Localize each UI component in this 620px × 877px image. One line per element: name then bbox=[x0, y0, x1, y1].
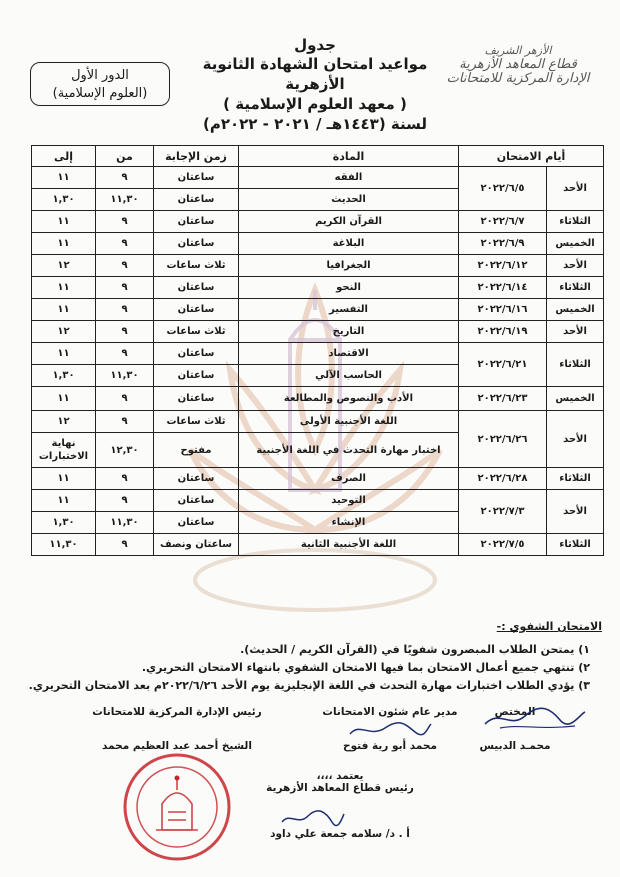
to-cell: ١١,٣٠ bbox=[32, 534, 96, 556]
table-row bbox=[32, 255, 604, 277]
date-cell: ٢٠٢٢/٧/٥ bbox=[459, 534, 547, 556]
from-cell: ٩ bbox=[96, 468, 154, 490]
to-cell: ١١ bbox=[32, 211, 96, 233]
table-row bbox=[32, 211, 604, 233]
subject-cell: اللغة الأجنبية الأولى bbox=[239, 411, 459, 433]
institution-logo bbox=[438, 44, 598, 86]
duration-cell: ساعتان bbox=[154, 512, 239, 534]
subject-cell: الإنشاء bbox=[239, 512, 459, 534]
to-cell: ١١ bbox=[32, 233, 96, 255]
day-cell: الأحد bbox=[547, 321, 604, 343]
from-cell: ٩ bbox=[96, 233, 154, 255]
day-cell: الثلاثاء bbox=[547, 211, 604, 233]
from-cell: ٩ bbox=[96, 167, 154, 189]
document-title bbox=[190, 36, 440, 134]
to-cell: ١,٣٠ bbox=[32, 189, 96, 211]
to-cell: ١٢ bbox=[32, 255, 96, 277]
subject-cell: اختبار مهارة التحدث في اللغة الأجنبية bbox=[239, 433, 459, 468]
handwritten-signature-icon bbox=[480, 704, 590, 734]
table-row bbox=[32, 277, 604, 299]
day-cell: الثلاثاء bbox=[547, 277, 604, 299]
date-cell: ٢٠٢٢/٦/٢٣ bbox=[459, 387, 547, 411]
duration-cell: ساعتان bbox=[154, 299, 239, 321]
date-cell: ٢٠٢٢/٦/٢٨ bbox=[459, 468, 547, 490]
date-cell: ٢٠٢٢/٦/٢١ bbox=[459, 343, 547, 387]
subject-cell: النحو bbox=[239, 277, 459, 299]
to-cell: ١١ bbox=[32, 490, 96, 512]
title-line-2: ( معهد العلوم الإسلامية ) bbox=[223, 95, 407, 113]
to-line: نهاية bbox=[51, 438, 76, 449]
date-cell: ٢٠٢٢/٦/١٩ bbox=[459, 321, 547, 343]
date-cell: ٢٠٢٢/٦/٩ bbox=[459, 233, 547, 255]
duration-cell: ساعتان bbox=[154, 211, 239, 233]
from-cell: ٩ bbox=[96, 490, 154, 512]
date-cell: ٢٠٢٢/٦/١٤ bbox=[459, 277, 547, 299]
subject-cell: القرآن الكريم bbox=[239, 211, 459, 233]
date-cell: ٢٠٢٢/٦/٧ bbox=[459, 211, 547, 233]
header-to: إلى bbox=[32, 146, 96, 167]
from-cell: ٩ bbox=[96, 534, 154, 556]
from-cell: ١١,٣٠ bbox=[96, 365, 154, 387]
table-row bbox=[32, 321, 604, 343]
exam-round-box bbox=[30, 62, 170, 106]
oral-note: ٢) تنتهي جميع أعمال الامتحان بما فيها الامتحان الشفوي بانتهاء الامتحان التحريري. bbox=[141, 661, 590, 674]
table-row bbox=[32, 534, 604, 556]
day-cell: الأحد bbox=[547, 411, 604, 468]
subject-cell: الأدب والنصوص والمطالعة bbox=[239, 387, 459, 411]
signatory-name: محمـد الدبيس bbox=[479, 740, 551, 752]
table-row bbox=[32, 468, 604, 490]
date-cell: ٢٠٢٢/٦/١٦ bbox=[459, 299, 547, 321]
subject-cell: الجغرافيا bbox=[239, 255, 459, 277]
table-header-row bbox=[32, 146, 604, 167]
signatory-title: رئيس الإدارة المركزية للامتحانات bbox=[92, 706, 262, 718]
duration-cell: ساعتان bbox=[154, 189, 239, 211]
table-row bbox=[32, 411, 604, 433]
day-cell: الثلاثاء bbox=[547, 343, 604, 387]
logo-line: الأزهر الشريف bbox=[484, 44, 552, 57]
to-cell: ١١ bbox=[32, 387, 96, 411]
duration-cell: ساعتان ونصف bbox=[154, 534, 239, 556]
subject-cell: التفسير bbox=[239, 299, 459, 321]
duration-cell: ساعتان bbox=[154, 387, 239, 411]
from-cell: ١١,٣٠ bbox=[96, 512, 154, 534]
table-row bbox=[32, 490, 604, 512]
from-cell: ٩ bbox=[96, 411, 154, 433]
division-label: (العلوم الإسلامية) bbox=[52, 86, 148, 101]
signatory-title: مدير عام شئون الامتحانات bbox=[322, 706, 458, 718]
signatory-title: المختص bbox=[494, 706, 536, 718]
date-cell: ٢٠٢٢/٦/١٢ bbox=[459, 255, 547, 277]
from-cell: ١٢,٣٠ bbox=[96, 433, 154, 468]
duration-cell: ساعتان bbox=[154, 277, 239, 299]
subject-cell: الحديث bbox=[239, 189, 459, 211]
subject-cell: الفقه bbox=[239, 167, 459, 189]
logo-line: الإدارة المركزية للامتحانات bbox=[446, 71, 590, 86]
subject-cell: البلاغة bbox=[239, 233, 459, 255]
duration-cell: ثلاث ساعات bbox=[154, 411, 239, 433]
header-duration: زمن الإجابة bbox=[154, 146, 239, 167]
day-cell: الثلاثاء bbox=[547, 468, 604, 490]
table-row bbox=[32, 299, 604, 321]
from-cell: ٩ bbox=[96, 387, 154, 411]
day-cell: الأحد bbox=[547, 490, 604, 534]
to-cell: ١١ bbox=[32, 167, 96, 189]
oral-note: ١) يمتحن الطلاب المبصرون شفويًا في (القرآن الكريم / الحديث). bbox=[240, 643, 590, 656]
official-stamp-icon bbox=[122, 752, 232, 862]
signatory-name: أ . د/ سلامه جمعة علي داود bbox=[270, 828, 410, 840]
round-label: الدور الأول bbox=[71, 68, 129, 83]
day-cell: الخميس bbox=[547, 233, 604, 255]
to-cell bbox=[32, 433, 96, 468]
date-cell: ٢٠٢٢/٧/٣ bbox=[459, 490, 547, 534]
day-cell: الخميس bbox=[547, 299, 604, 321]
signature-central-administration bbox=[82, 706, 272, 752]
day-cell: الأحد bbox=[547, 167, 604, 211]
exam-schedule-table bbox=[31, 145, 604, 556]
header-from: من bbox=[96, 146, 154, 167]
table-row bbox=[32, 387, 604, 411]
subject-cell: اللغة الأجنبية الثانية bbox=[239, 534, 459, 556]
handwritten-signature-icon bbox=[345, 718, 435, 742]
table-row bbox=[32, 167, 604, 189]
duration-cell: ساعتان bbox=[154, 343, 239, 365]
table-row bbox=[32, 233, 604, 255]
oral-note: ٣) يؤدي الطلاب اختبارات مهارة التحدث في اللغة الإنجليزية يوم الأحد ٢٠٢٢/٦/٢٦م بعد الامتحان التحريري. bbox=[28, 679, 590, 692]
from-cell: ٩ bbox=[96, 277, 154, 299]
logo-line: قطاع المعاهد الأزهرية bbox=[459, 57, 577, 72]
from-cell: ٩ bbox=[96, 255, 154, 277]
approval-label: يعتمد ،،،، bbox=[316, 770, 364, 782]
duration-cell: ساعتان bbox=[154, 490, 239, 512]
signatory-name: محمد أبو رية فتوح bbox=[343, 740, 437, 752]
from-cell: ١١,٣٠ bbox=[96, 189, 154, 211]
duration-cell: ثلاث ساعات bbox=[154, 321, 239, 343]
duration-cell: ساعتان bbox=[154, 233, 239, 255]
from-cell: ٩ bbox=[96, 211, 154, 233]
subject-cell: الصرف bbox=[239, 468, 459, 490]
to-line: الاختبارات bbox=[38, 451, 89, 462]
subject-cell: التوحيد bbox=[239, 490, 459, 512]
date-cell: ٢٠٢٢/٦/٥ bbox=[459, 167, 547, 211]
to-cell: ١,٣٠ bbox=[32, 365, 96, 387]
title-word: جدول bbox=[294, 36, 336, 54]
subject-cell: الحاسب الآلي bbox=[239, 365, 459, 387]
from-cell: ٩ bbox=[96, 321, 154, 343]
subject-cell: الاقتصاد bbox=[239, 343, 459, 365]
duration-cell: ساعتان bbox=[154, 365, 239, 387]
day-cell: الأحد bbox=[547, 255, 604, 277]
to-cell: ١١ bbox=[32, 299, 96, 321]
duration-cell: مفتوح bbox=[154, 433, 239, 468]
to-cell: ١٢ bbox=[32, 411, 96, 433]
date-cell: ٢٠٢٢/٦/٢٦ bbox=[459, 411, 547, 468]
signatory-title: رئيس قطاع المعاهد الأزهرية bbox=[266, 782, 414, 794]
duration-cell: ثلاث ساعات bbox=[154, 255, 239, 277]
to-cell: ١,٣٠ bbox=[32, 512, 96, 534]
oral-exam-notes bbox=[22, 620, 602, 695]
to-cell: ١١ bbox=[32, 343, 96, 365]
table-row bbox=[32, 343, 604, 365]
day-cell: الثلاثاء bbox=[547, 534, 604, 556]
title-line-3: لسنة (١٤٤٣هـ / ٢٠٢١ - ٢٠٢٢م) bbox=[202, 115, 428, 133]
header-subject: المادة bbox=[239, 146, 459, 167]
to-cell: ١١ bbox=[32, 468, 96, 490]
signatory-name: الشيخ أحمد عبد العظيم محمد bbox=[102, 740, 252, 752]
from-cell: ٩ bbox=[96, 343, 154, 365]
subject-cell: التاريخ bbox=[239, 321, 459, 343]
handwritten-signature-icon bbox=[278, 808, 348, 830]
to-cell: ١١ bbox=[32, 277, 96, 299]
day-cell: الخميس bbox=[547, 387, 604, 411]
from-cell: ٩ bbox=[96, 299, 154, 321]
duration-cell: ساعتان bbox=[154, 468, 239, 490]
to-cell: ١٢ bbox=[32, 321, 96, 343]
duration-cell: ساعتان bbox=[154, 167, 239, 189]
oral-heading: الامتحان الشفوي :- bbox=[496, 620, 602, 633]
title-line-1: مواعيد امتحان الشهادة الثانوية الأزهرية bbox=[202, 55, 428, 93]
header-days: أيام الامتحان bbox=[459, 146, 604, 167]
